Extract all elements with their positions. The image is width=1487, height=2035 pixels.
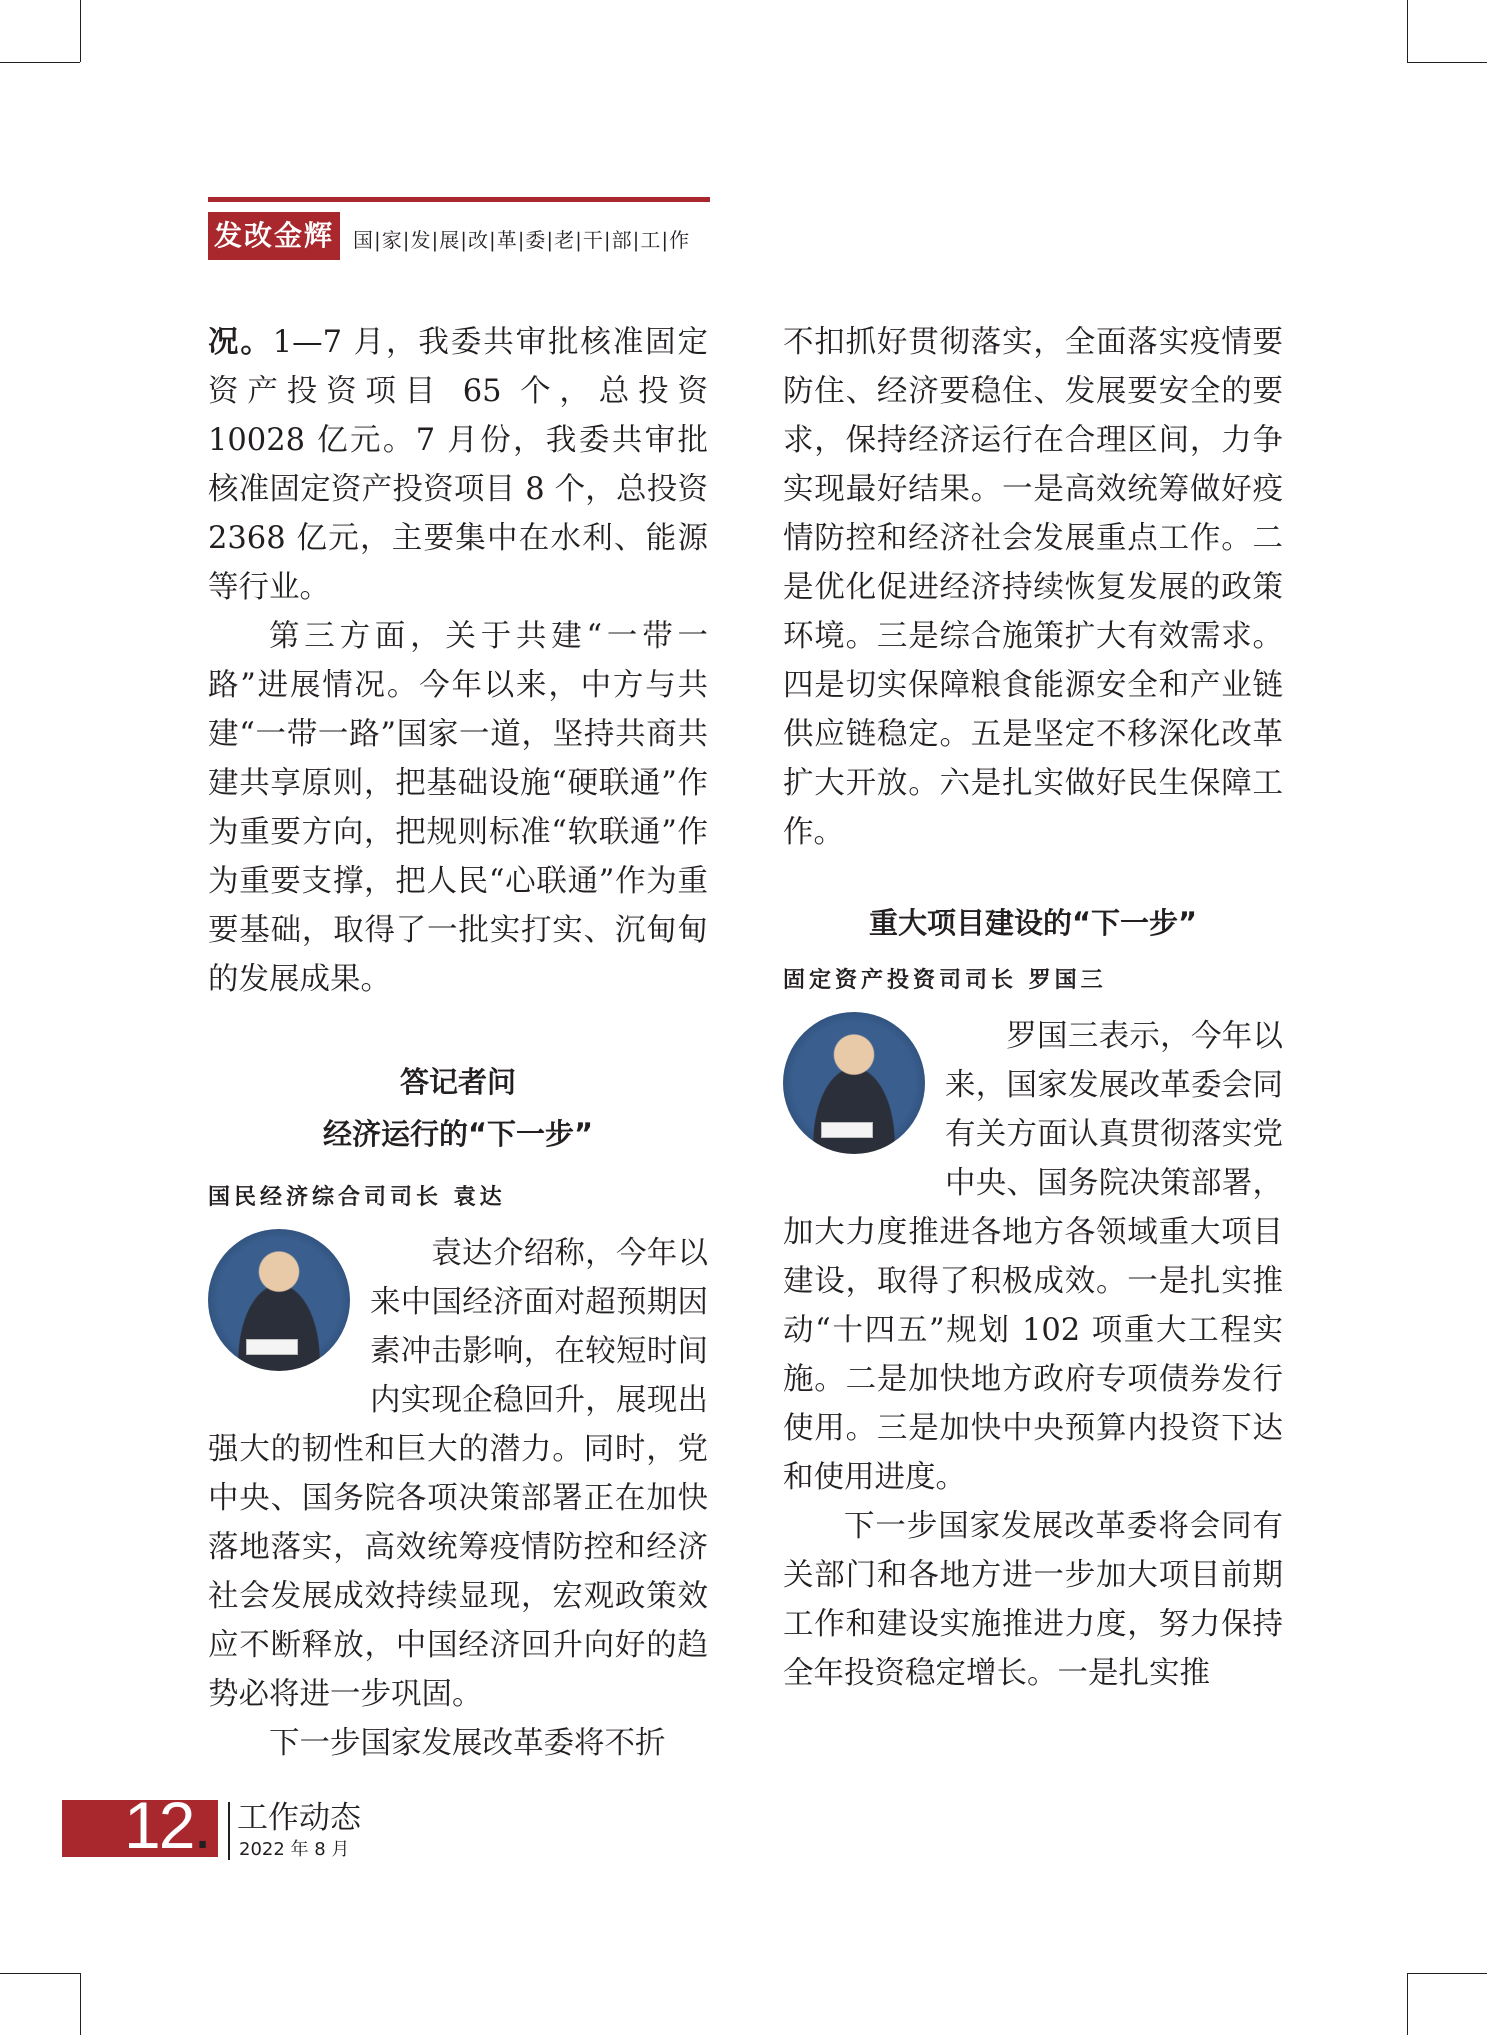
page-number [124,1790,210,1860]
left-column [208,318,708,1768]
crop-mark [1407,0,1408,62]
sub-title: 重大项目建设的“下一步” [868,906,1198,940]
sub-title: 经济运行的“下一步” [322,1117,594,1151]
section-title: 答记者问 [399,1065,516,1099]
crop-mark [0,1973,80,1974]
paragraph: 不扣抓好贯彻落实，全面落实疫情要防住、经济要稳住、发展要安全的要求，保持经济运行在合理区间，力争实现最好结果。一是高效统筹做好疫情防控和经济社会发展重点工作。二是优化促进经济持续恢复发展的政策环境。三是综合施策扩大有效需求。四是切实保障粮食能源安全和产业链供应链稳定。五是坚定不移深化改革扩大开放。六是扎实做好民生保障工作。 [783,325,1283,850]
paragraph-text: 1—7 月，我委共审批核准固定资产投资项目 65 个，总投资 10028 亿元。7 月份，我委共审批核准固定资产投资项目 8 个，总投资 2368 亿元，主要集中在水利、能源等行业。 [208,325,709,605]
byline: 国民经济综合司司长 袁达 [208,1184,506,1210]
right-column [783,318,1283,1698]
crop-mark [80,1973,81,2035]
crop-mark [0,62,80,63]
paragraph: 下一步国家发展改革委将不折 [269,1726,666,1761]
page-number-dot: . [193,1788,210,1862]
crop-mark [80,0,81,62]
byline: 固定资产投资司司长 罗国三 [783,967,1107,993]
crop-mark [1407,62,1487,63]
paragraph-text: 袁达介绍称，今年以来中国经济面对超预期因素冲击影响，在较短时间内实现企稳回升，展现出强大的韧性和巨大的潜力。同时，党中央、国务院各项决策部署正在加快落地落实，高效统筹疫情防控和经济社会发展成效持续显现，宏观政策效应不断释放，中国经济回升向好的趋势必将进一步巩固。 [208,1236,708,1712]
logo: 发改金辉 [208,212,340,260]
portrait-photo [783,1012,925,1154]
crop-mark [1407,1973,1487,1974]
header-rule [208,197,710,202]
footer-section: 工作动态 [237,1800,361,1836]
page-number-text: 12 [124,1788,194,1862]
footer-date: 2022 年 8 月 [239,1839,350,1860]
header-subtitle: 国|家|发|展|改|革|委|老|干|部|工|作 [353,228,691,252]
crop-mark [1407,1973,1408,2035]
bold-lead: 况。 [208,324,273,360]
footer-divider [228,1802,230,1860]
paragraph: 第三方面，关于共建“一带一路”进展情况。今年以来，中方与共建“一带一路”国家一道，坚持共商共建共享原则，把基础设施“硬联通”作为重要方向，把规则标准“软联通”作为重要支撑，把人民“心联通”作为重要基础，取得了一批实打实、沉甸甸的发展成果。 [208,619,708,997]
paragraph: 下一步国家发展改革委将会同有关部门和各地方进一步加大项目前期工作和建设实施推进力度，努力保持全年投资稳定增长。一是扎实推 [783,1509,1283,1691]
paragraph [208,318,708,612]
nameplate [246,1339,298,1355]
portrait-photo [208,1229,350,1371]
paragraph-text: 罗国三表示，今年以来，国家发展改革委会同有关方面认真贯彻落实党中央、国务院决策部署，加大力度推进各地方各领域重大项目建设，取得了积极成效。一是扎实推动“十四五”规划 102 项重大工程实施。二是加快地方政府专项债券发行使用。三是加快中央预算内投资下达和使用进度。 [783,1019,1283,1495]
nameplate [821,1122,873,1138]
